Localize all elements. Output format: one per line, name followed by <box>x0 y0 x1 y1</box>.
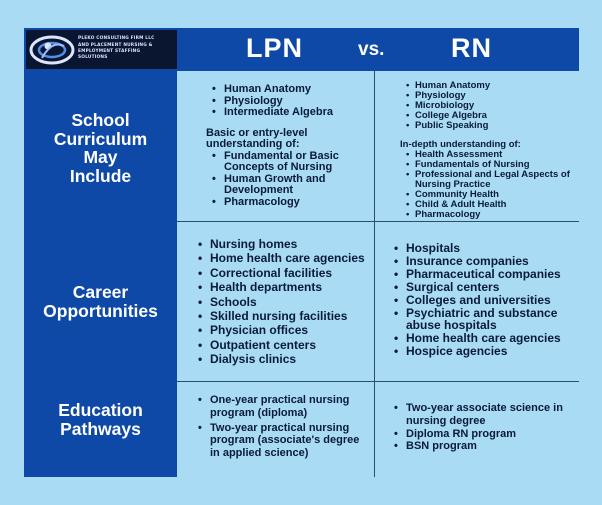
curriculum-rn-intro: In-depth understanding of: <box>400 139 521 150</box>
list-item: • Public Speaking <box>404 121 574 131</box>
list-item: • Home health care agencies <box>392 332 576 345</box>
career-label-line: Career <box>72 282 129 302</box>
list-item: • Human Growth and Development <box>210 174 370 197</box>
curriculum-rn-cell <box>400 80 574 220</box>
list-item: • Pharmacology <box>210 197 370 209</box>
list-item: • One-year practical nursing program (diploma) <box>196 394 372 420</box>
list-item: • College Algebra <box>404 111 574 121</box>
list-item: • Schools <box>196 295 374 309</box>
list-item: • Hospice agencies <box>392 345 576 358</box>
list-item: • Pharmacology <box>404 210 574 220</box>
list-item: • Insurance companies <box>392 255 576 268</box>
logo <box>26 30 177 69</box>
list-item: • Dialysis clinics <box>196 352 374 366</box>
list-item: • Physiology <box>404 91 574 101</box>
vs-heading: vs. <box>358 39 385 60</box>
list-item: • Human Anatomy <box>210 84 370 96</box>
list-item: • Microbiology <box>404 101 574 111</box>
career-lpn-cell <box>196 237 374 367</box>
list-item: • Child & Adult Health <box>404 200 574 210</box>
list-item: • Outpatient centers <box>196 338 374 352</box>
list-item: • Physiology <box>210 96 370 108</box>
list-item: • Community Health <box>404 190 574 200</box>
table-header <box>24 28 579 71</box>
curriculum-label-line: Include <box>69 165 132 186</box>
education-label <box>24 401 177 438</box>
career-label-line: Opportunities <box>43 300 158 321</box>
list-item: • Pharmaceutical companies <box>392 268 576 281</box>
row-divider <box>177 381 579 382</box>
curriculum-label-line: May <box>83 147 118 167</box>
curriculum-label <box>24 111 177 185</box>
logo-line-3: EMPLOYMENT STAFFING <box>78 49 141 54</box>
logo-line-4: SOLUTIONS <box>78 55 108 60</box>
list-item: • Health Assessment <box>404 150 574 160</box>
swirl-logo-icon <box>28 32 76 67</box>
list-item: • Surgical centers <box>392 281 576 294</box>
list-item: • Intermediate Algebra <box>210 107 370 119</box>
logo-line-2: AND PLACEMENT NURSING & <box>78 43 153 48</box>
list-item: • Human Anatomy <box>404 81 574 91</box>
logo-line-1: PLEKO CONSULTING FIRM LLC <box>78 36 155 41</box>
list-item: • Fundamental or Basic Concepts of Nursing <box>210 151 370 174</box>
education-label-line: Education <box>58 400 143 420</box>
column-divider <box>374 71 375 477</box>
career-rn-cell <box>392 242 576 358</box>
curriculum-label-line: Curriculum <box>53 128 148 149</box>
list-item: • Correctional facilities <box>196 266 374 280</box>
list-item: • Psychiatric and substance abuse hospitals <box>392 307 576 333</box>
list-item: • BSN program <box>392 440 576 453</box>
education-lpn-cell <box>196 394 372 460</box>
curriculum-lpn-intro: Basic or entry-level understanding of: <box>206 126 308 150</box>
education-rn-cell <box>392 402 576 453</box>
rn-heading: RN <box>451 33 492 63</box>
list-item: • Skilled nursing facilities <box>196 309 374 323</box>
list-item: • Professional and Legal Aspects of Nursing Practice <box>404 170 574 190</box>
curriculum-lpn-cell <box>206 83 370 208</box>
list-item: • Hospitals <box>392 242 576 255</box>
list-item: • Physician offices <box>196 323 374 337</box>
list-item: • Colleges and universities <box>392 294 576 307</box>
list-item: • Fundamentals of Nursing <box>404 160 574 170</box>
list-item: • Health departments <box>196 280 374 294</box>
lpn-heading: LPN <box>246 33 303 63</box>
list-item: • Home health care agencies <box>196 251 374 265</box>
list-item: • Diploma RN program <box>392 428 576 441</box>
row-label-column <box>24 71 177 477</box>
list-item: • Two-year practical nursing program (associate's degree in applied science) <box>196 422 372 460</box>
row-divider <box>177 221 579 222</box>
list-item: • Nursing homes <box>196 237 374 251</box>
list-item: • Two-year associate science in nursing degree <box>392 402 576 428</box>
education-label-line: Pathways <box>60 418 141 439</box>
curriculum-label-line: School <box>71 110 130 130</box>
comparison-table <box>24 28 579 477</box>
career-label <box>24 283 177 320</box>
